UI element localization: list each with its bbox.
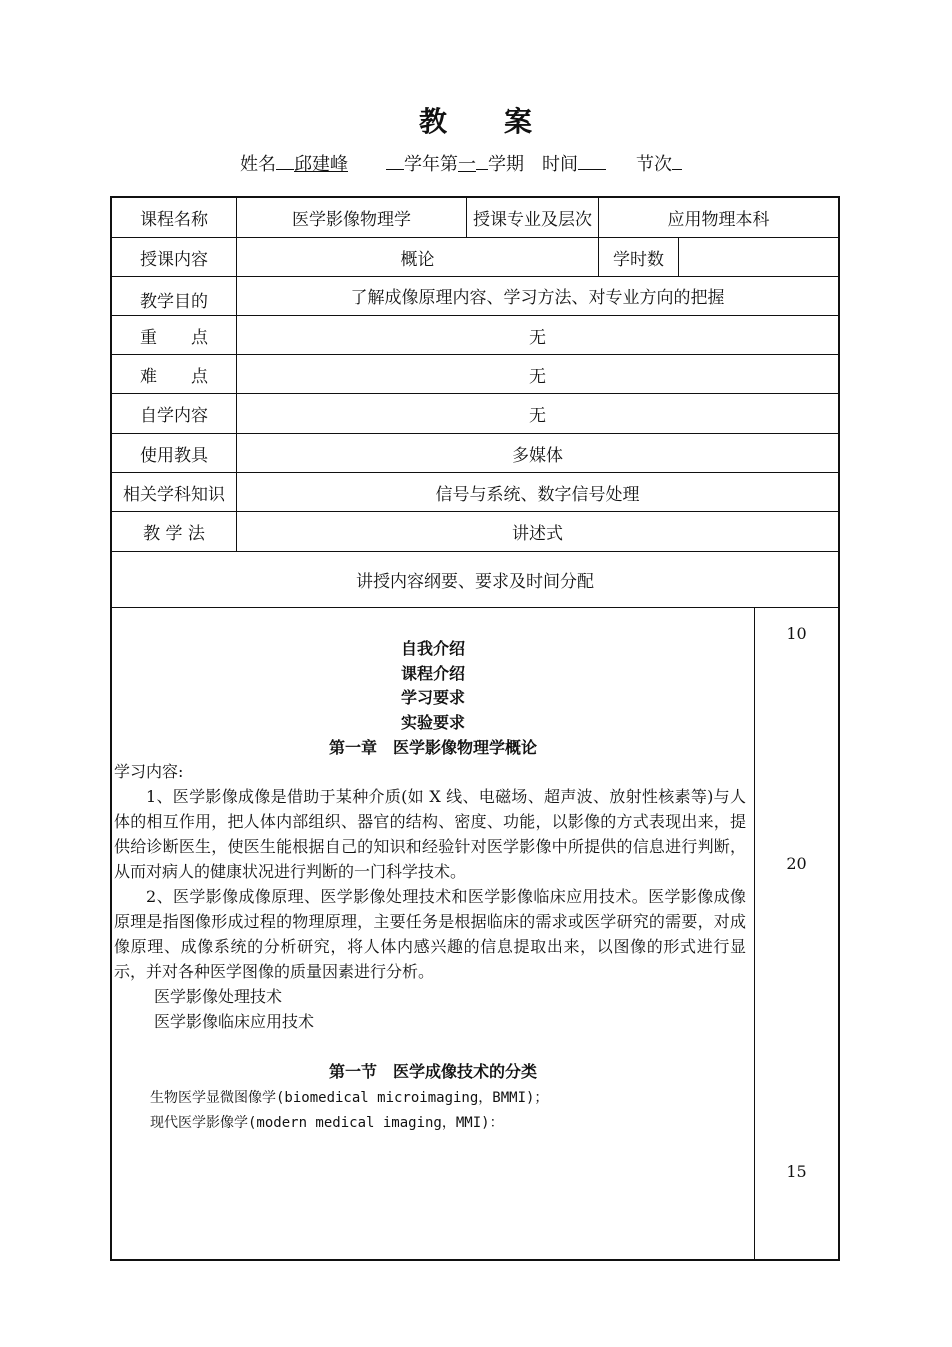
title-char-1: 教 [418, 105, 448, 138]
self-study-label: 自学内容 [140, 406, 208, 426]
hours-label: 学时数 [598, 238, 678, 276]
self-study-value: 无 [236, 394, 838, 433]
time-label: 时间 [542, 154, 578, 175]
item-clinical: 医学影像临床应用技术 [154, 1012, 315, 1031]
goal-label: 教学目的 [140, 291, 208, 312]
tools-label: 使用教具 [140, 445, 208, 466]
lecture-content [112, 608, 754, 1259]
title-char-2: 案 [504, 105, 534, 138]
study-label: 学习内容: [114, 762, 184, 781]
chapter-title: 第一章 医学影像物理学概论 [328, 738, 537, 757]
name-value: 邱建峰 [294, 154, 348, 175]
related-value: 信号与系统、数字信号处理 [236, 473, 838, 511]
year-value: 一 [458, 154, 476, 175]
row-difficulty [112, 355, 838, 394]
section-title: 第一节 医学成像技术的分类 [328, 1062, 537, 1081]
year-label: 学年第 [404, 154, 458, 175]
time-value-1: 10 [786, 624, 807, 643]
heading-study-req: 学习要求 [400, 688, 465, 707]
time-column [754, 608, 838, 1259]
row-key [112, 316, 838, 355]
major-value: 应用物理本科 [598, 198, 838, 237]
row-tools [112, 434, 838, 473]
header-info [240, 150, 682, 176]
method-value: 讲述式 [236, 512, 838, 551]
method-label: 教 学 法 [143, 524, 205, 544]
key-label: 重 点 [140, 327, 208, 348]
paragraph-2: 2、医学影像成像原理、医学影像处理技术和医学影像临床应用技术。医学影像成像原理是指图像形成过程的物理原理，主要任务是根据临床的需求或医学研究的需要，对成像原理、成像系统的分析研究，将人体内感兴趣的信息提取出来，以图像的形式进行显示，并对各种医学图像的质量因素进行分析。 [114, 887, 746, 981]
row-self-study [112, 394, 838, 434]
time-value-2: 20 [786, 854, 807, 873]
heading-self-intro: 自我介绍 [400, 639, 465, 658]
content-value: 概论 [236, 238, 598, 276]
hours-value [678, 238, 838, 276]
row-outline-header [112, 552, 838, 608]
key-value: 无 [236, 316, 838, 354]
heading-lab-req: 实验要求 [400, 713, 465, 732]
content-label: 授课内容 [140, 249, 208, 270]
course-name-value: 医学影像物理学 [236, 198, 466, 237]
difficulty-label: 难 点 [140, 366, 208, 387]
name-label: 姓名 [240, 154, 276, 175]
page-title [0, 100, 952, 140]
row-goal [112, 277, 838, 316]
goal-value: 了解成像原理内容、学习方法、对专业方向的把握 [236, 277, 838, 315]
tools-value: 多媒体 [236, 434, 838, 472]
session-label: 节次 [636, 154, 672, 175]
item-processing: 医学影像处理技术 [154, 987, 283, 1006]
lesson-plan-table [110, 196, 840, 1261]
difficulty-value: 无 [236, 355, 838, 393]
paragraph-1: 1、医学影像成像是借助于某种介质(如 X 线、电磁场、超声波、放射性核素等)与人体的相互作用，把人体内部组织、器官的结构、密度、功能，以影像的方式表现出来，提供给诊断医生，使医生能根据自己的知识和经验针对医学影像中所提供的信息进行判断，从而对病人的健康状况进行判断的一门科学技术。 [114, 787, 746, 881]
course-name-label: 课程名称 [140, 210, 208, 230]
major-label: 授课专业及层次 [466, 198, 598, 237]
row-method [112, 512, 838, 552]
outline-header: 讲授内容纲要、要求及时间分配 [356, 572, 594, 592]
time-value-3: 15 [786, 1162, 807, 1181]
line-mmi: 现代医学影像学(modern medical imaging，MMI)： [150, 1115, 504, 1131]
line-bmmi: 生物医学显微图像学(biomedical microimaging，BMMI)； [150, 1090, 549, 1106]
related-label: 相关学科知识 [123, 484, 225, 505]
row-related [112, 473, 838, 512]
row-content [112, 238, 838, 277]
row-course [112, 198, 838, 238]
term-label: 学期 [488, 154, 524, 175]
heading-course-intro: 课程介绍 [400, 664, 465, 683]
